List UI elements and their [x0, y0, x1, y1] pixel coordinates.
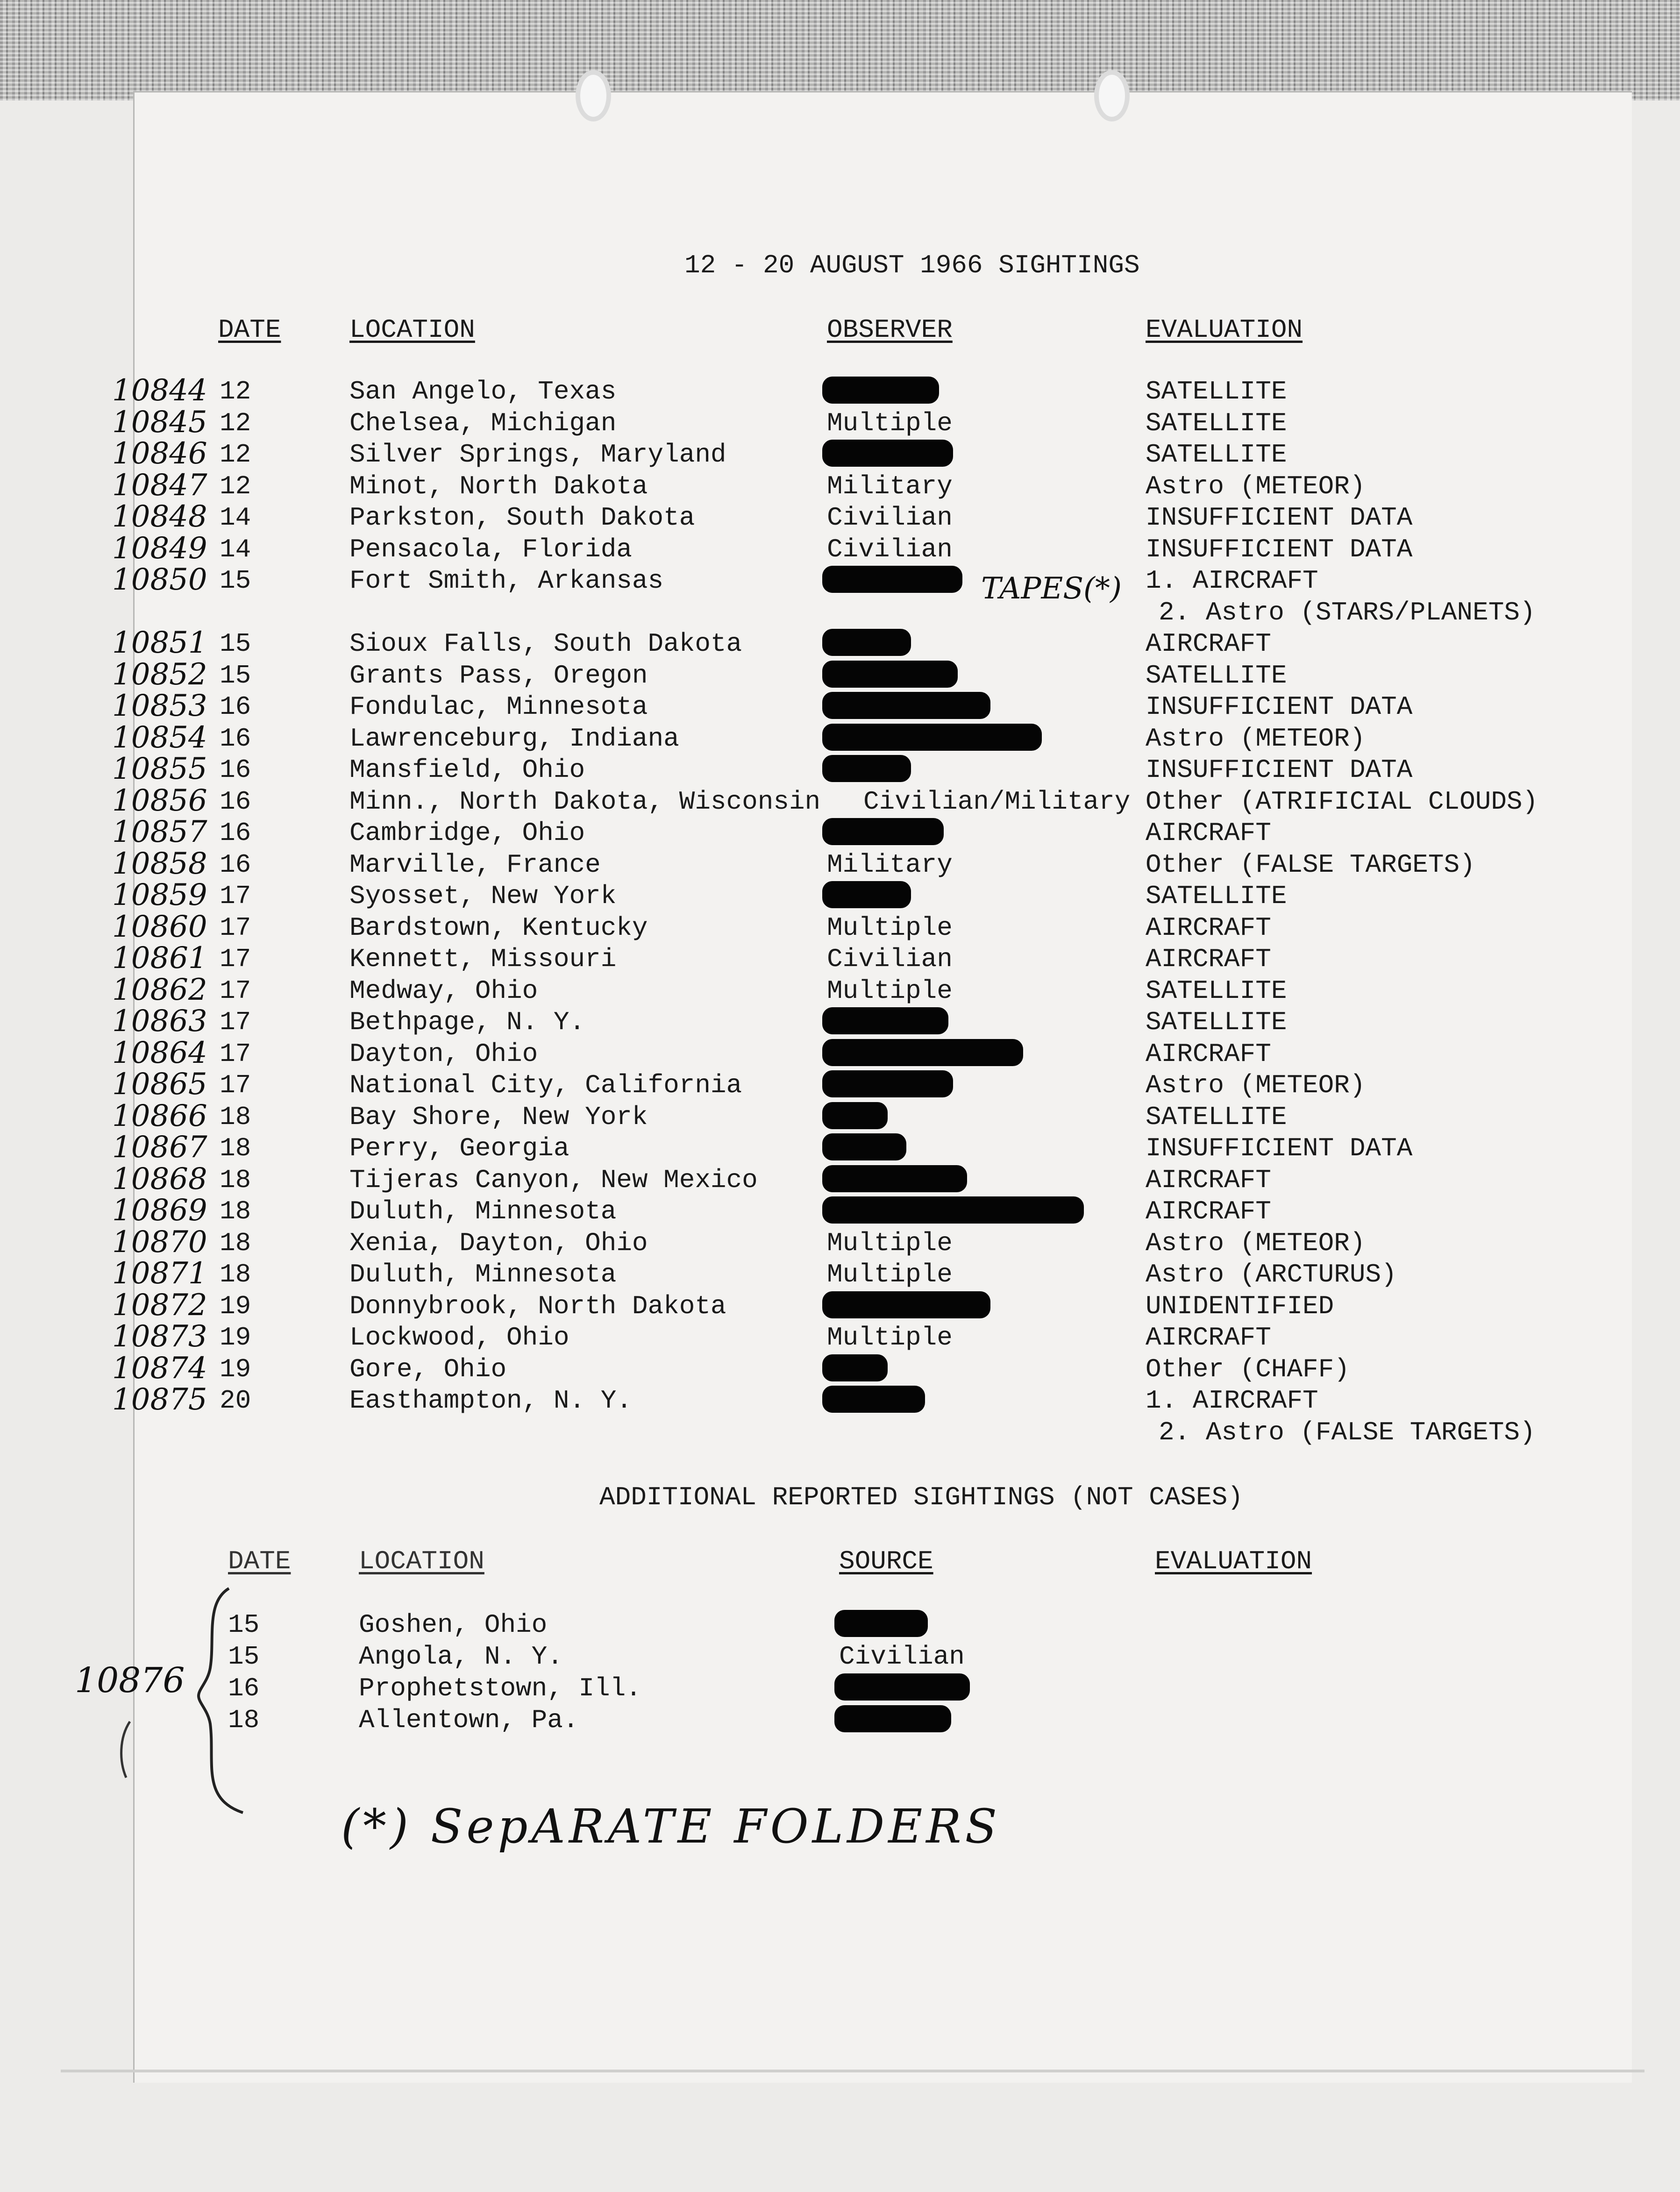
row-location: Lockwood, Ohio — [349, 1323, 569, 1352]
row-date: 16 — [220, 692, 251, 722]
row-evaluation: SATELLITE — [1146, 661, 1287, 690]
row-date: 12 — [220, 377, 251, 406]
case-number: 10864 — [112, 1036, 207, 1070]
row-date: 18 — [220, 1165, 251, 1195]
row-date: 14 — [220, 503, 251, 533]
row-location: Fort Smith, Arkansas — [349, 566, 664, 596]
additional-row-location: Prophetstown, Ill. — [359, 1673, 641, 1703]
row-location: Cambridge, Ohio — [349, 818, 585, 848]
row-location: Pensacola, Florida — [349, 534, 632, 564]
row-date: 19 — [220, 1323, 251, 1352]
row-date: 16 — [220, 787, 251, 817]
row-location: Easthampton, N. Y. — [349, 1386, 632, 1416]
case-number: 10845 — [112, 405, 207, 440]
row-evaluation: Other (ATRIFICIAL CLOUDS) — [1146, 787, 1538, 817]
row-evaluation: Astro (ARCTURUS) — [1146, 1260, 1397, 1289]
case-number: 10871 — [112, 1256, 207, 1291]
row-evaluation: SATELLITE — [1146, 440, 1287, 470]
redaction-mark — [822, 692, 990, 719]
row-evaluation: AIRCRAFT — [1146, 944, 1271, 974]
row-date: 17 — [220, 1070, 251, 1100]
row-evaluation: 1. AIRCRAFT — [1146, 1386, 1318, 1416]
case-number: 10860 — [112, 910, 207, 944]
row-observer: Military — [827, 850, 953, 880]
redaction-mark — [822, 1133, 906, 1160]
row-location: Gore, Ohio — [349, 1354, 507, 1384]
redaction-mark — [822, 818, 944, 845]
row-evaluation: INSUFFICIENT DATA — [1146, 755, 1413, 785]
row-date: 18 — [220, 1102, 251, 1132]
row-date: 18 — [220, 1196, 251, 1226]
row-evaluation: AIRCRAFT — [1146, 1039, 1271, 1069]
row-evaluation: INSUFFICIENT DATA — [1146, 692, 1413, 722]
row-observer: Multiple — [827, 913, 953, 943]
case-number: 10870 — [112, 1225, 207, 1260]
redaction-mark — [834, 1673, 970, 1701]
row-date: 16 — [220, 724, 251, 754]
row-evaluation: AIRCRAFT — [1146, 913, 1271, 943]
row-location: Parkston, South Dakota — [349, 503, 695, 533]
redaction-mark — [822, 1007, 948, 1034]
row-date: 12 — [220, 471, 251, 501]
additional-row-date: 15 — [228, 1610, 260, 1640]
row-location: Perry, Georgia — [349, 1133, 569, 1163]
row-date: 16 — [220, 818, 251, 848]
case-number: 10869 — [112, 1193, 207, 1228]
row-evaluation: INSUFFICIENT DATA — [1146, 534, 1413, 564]
row-evaluation: Astro (METEOR) — [1146, 1070, 1366, 1100]
redaction-mark — [822, 377, 939, 404]
case-number: 10854 — [112, 720, 207, 755]
row-evaluation: SATELLITE — [1146, 881, 1287, 911]
redaction-mark — [822, 1354, 888, 1381]
row-date: 17 — [220, 1007, 251, 1037]
punch-hole-right — [1094, 70, 1130, 121]
case-number: 10859 — [112, 878, 207, 912]
additional-row-location: Allentown, Pa. — [359, 1705, 579, 1735]
row-location: Duluth, Minnesota — [349, 1260, 617, 1289]
page-title: 12 - 20 AUGUST 1966 SIGHTINGS — [684, 250, 1140, 280]
row-evaluation-2: 2. Astro (STARS/PLANETS) — [1159, 598, 1536, 627]
case-number: 10872 — [112, 1288, 207, 1323]
row-evaluation: Astro (METEOR) — [1146, 471, 1366, 501]
row-location: Fondulac, Minnesota — [349, 692, 648, 722]
row-evaluation: SATELLITE — [1146, 377, 1287, 406]
row-observer: Civilian — [827, 944, 953, 974]
redaction-mark — [822, 661, 958, 688]
punch-hole-left — [576, 70, 611, 121]
row-evaluation: INSUFFICIENT DATA — [1146, 1133, 1413, 1163]
redaction-mark — [822, 724, 1042, 751]
case-number: 10873 — [112, 1319, 207, 1354]
case-number-10876: 10876 — [75, 1660, 185, 1701]
row-evaluation-2: 2. Astro (FALSE TARGETS) — [1159, 1417, 1536, 1447]
row-date: 18 — [220, 1133, 251, 1163]
row-date: 17 — [220, 913, 251, 943]
header-observer: OBSERVER — [827, 315, 953, 345]
additional-row-location: Angola, N. Y. — [359, 1642, 563, 1672]
header-location: LOCATION — [349, 315, 475, 345]
row-location: Donnybrook, North Dakota — [349, 1291, 726, 1321]
case-number: 10858 — [112, 847, 207, 881]
redaction-mark — [822, 1291, 990, 1318]
row-location: Dayton, Ohio — [349, 1039, 538, 1069]
row-location: Minot, North Dakota — [349, 471, 648, 501]
redaction-mark — [822, 629, 911, 656]
row-date: 19 — [220, 1291, 251, 1321]
case-number: 10874 — [112, 1351, 207, 1386]
row-date: 17 — [220, 881, 251, 911]
row-location: Minn., North Dakota, Wisconsin — [349, 787, 821, 817]
case-number: 10867 — [112, 1130, 207, 1165]
case-number: 10849 — [112, 531, 207, 566]
row-date: 17 — [220, 976, 251, 1006]
row-evaluation: AIRCRAFT — [1146, 1323, 1271, 1352]
redaction-mark — [822, 1102, 888, 1129]
additional-header-date: DATE — [228, 1546, 291, 1576]
case-number: 10861 — [112, 941, 207, 975]
row-date: 14 — [220, 534, 251, 564]
redaction-mark — [822, 1070, 953, 1097]
row-location: Kennett, Missouri — [349, 944, 617, 974]
additional-row-location: Goshen, Ohio — [359, 1610, 548, 1640]
row-location: Lawrenceburg, Indiana — [349, 724, 679, 754]
redaction-mark — [822, 881, 911, 908]
row-location: National City, California — [349, 1070, 742, 1100]
row-location: Medway, Ohio — [349, 976, 538, 1006]
row-observer: Military — [827, 471, 953, 501]
row-evaluation: Astro (METEOR) — [1146, 724, 1366, 754]
row-location: Grants Pass, Oregon — [349, 661, 648, 690]
row-date: 19 — [220, 1354, 251, 1384]
additional-title: ADDITIONAL REPORTED SIGHTINGS (NOT CASES) — [599, 1482, 1243, 1512]
row-observer: Multiple — [827, 1260, 953, 1289]
additional-row-source: Civilian — [839, 1642, 965, 1672]
case-number: 10856 — [112, 783, 207, 818]
row-location: Mansfield, Ohio — [349, 755, 585, 785]
redaction-mark — [822, 1165, 967, 1192]
redaction-mark — [822, 1386, 925, 1413]
case-number: 10852 — [112, 657, 207, 692]
row-date: 15 — [220, 629, 251, 659]
redaction-mark — [834, 1705, 951, 1732]
row-evaluation: AIRCRAFT — [1146, 818, 1271, 848]
row-observer: Civilian/Military — [863, 787, 1131, 817]
row-date: 15 — [220, 566, 251, 596]
row-evaluation: SATELLITE — [1146, 408, 1287, 438]
paren-mark — [117, 1719, 135, 1780]
row-evaluation: Astro (METEOR) — [1146, 1228, 1366, 1258]
case-number: 10847 — [112, 468, 207, 503]
header-evaluation: EVALUATION — [1146, 315, 1303, 345]
header-date: DATE — [218, 315, 281, 345]
redaction-mark — [822, 1039, 1023, 1066]
scan-top-edge-texture — [0, 0, 1680, 100]
case-number: 10875 — [112, 1382, 207, 1417]
case-number: 10862 — [112, 973, 207, 1007]
row-location: Sioux Falls, South Dakota — [349, 629, 742, 659]
additional-row-date: 15 — [228, 1642, 260, 1672]
row-observer: Civilian — [827, 534, 953, 564]
row-location: Tijeras Canyon, New Mexico — [349, 1165, 758, 1195]
row-location: Syosset, New York — [349, 881, 617, 911]
row-location: San Angelo, Texas — [349, 377, 617, 406]
row-evaluation: 1. AIRCRAFT — [1146, 566, 1318, 596]
row-location: Chelsea, Michigan — [349, 408, 617, 438]
footnote-separate-folders: (*) SepARATE FOLDERS — [341, 1799, 1001, 1854]
additional-header-evaluation: EVALUATION — [1155, 1546, 1312, 1576]
row-observer: Multiple — [827, 1323, 953, 1352]
case-number: 10851 — [112, 626, 207, 660]
row-location: Duluth, Minnesota — [349, 1196, 617, 1226]
additional-row-date: 18 — [228, 1705, 260, 1735]
case-number: 10850 — [112, 562, 207, 597]
row-observer: Civilian — [827, 503, 953, 533]
row-evaluation: Other (FALSE TARGETS) — [1146, 850, 1475, 880]
row-date: 16 — [220, 755, 251, 785]
row-evaluation: Other (CHAFF) — [1146, 1354, 1350, 1384]
row-date: 16 — [220, 850, 251, 880]
row-observer: Multiple — [827, 1228, 953, 1258]
row-location: Silver Springs, Maryland — [349, 440, 726, 470]
row-evaluation: SATELLITE — [1146, 1102, 1287, 1132]
row-date: 15 — [220, 661, 251, 690]
row-evaluation: INSUFFICIENT DATA — [1146, 503, 1413, 533]
row-evaluation: SATELLITE — [1146, 1007, 1287, 1037]
case-number: 10844 — [112, 373, 207, 408]
redaction-mark — [822, 1196, 1084, 1224]
case-number: 10857 — [112, 815, 207, 849]
row-date: 20 — [220, 1386, 251, 1416]
case-number: 10866 — [112, 1099, 207, 1133]
row-date: 17 — [220, 944, 251, 974]
case-number: 10853 — [112, 689, 207, 723]
additional-header-location: LOCATION — [359, 1546, 484, 1576]
row-date: 17 — [220, 1039, 251, 1069]
tapes-annotation: TAPES(*) — [981, 571, 1122, 606]
redaction-mark — [822, 755, 911, 782]
case-number: 10863 — [112, 1004, 207, 1039]
row-date: 18 — [220, 1260, 251, 1289]
redaction-mark — [834, 1610, 928, 1637]
case-number: 10855 — [112, 752, 207, 786]
case-number: 10868 — [112, 1162, 207, 1196]
row-date: 12 — [220, 408, 251, 438]
brace-mark — [196, 1584, 252, 1827]
row-date: 18 — [220, 1228, 251, 1258]
case-number: 10865 — [112, 1067, 207, 1102]
redaction-mark — [822, 440, 953, 467]
sheet-bottom-edge — [61, 2070, 1644, 2072]
row-observer: Multiple — [827, 976, 953, 1006]
row-evaluation: AIRCRAFT — [1146, 1196, 1271, 1226]
case-number: 10848 — [112, 499, 207, 534]
row-date: 12 — [220, 440, 251, 470]
row-location: Bardstown, Kentucky — [349, 913, 648, 943]
additional-header-source: SOURCE — [839, 1546, 933, 1576]
row-location: Xenia, Dayton, Ohio — [349, 1228, 648, 1258]
row-evaluation: AIRCRAFT — [1146, 1165, 1271, 1195]
row-location: Bay Shore, New York — [349, 1102, 648, 1132]
case-number: 10846 — [112, 436, 207, 471]
row-evaluation: SATELLITE — [1146, 976, 1287, 1006]
additional-row-date: 16 — [228, 1673, 260, 1703]
row-evaluation: UNIDENTIFIED — [1146, 1291, 1334, 1321]
row-location: Marville, France — [349, 850, 601, 880]
redaction-mark — [822, 566, 962, 593]
row-observer: Multiple — [827, 408, 953, 438]
row-location: Bethpage, N. Y. — [349, 1007, 585, 1037]
row-evaluation: AIRCRAFT — [1146, 629, 1271, 659]
